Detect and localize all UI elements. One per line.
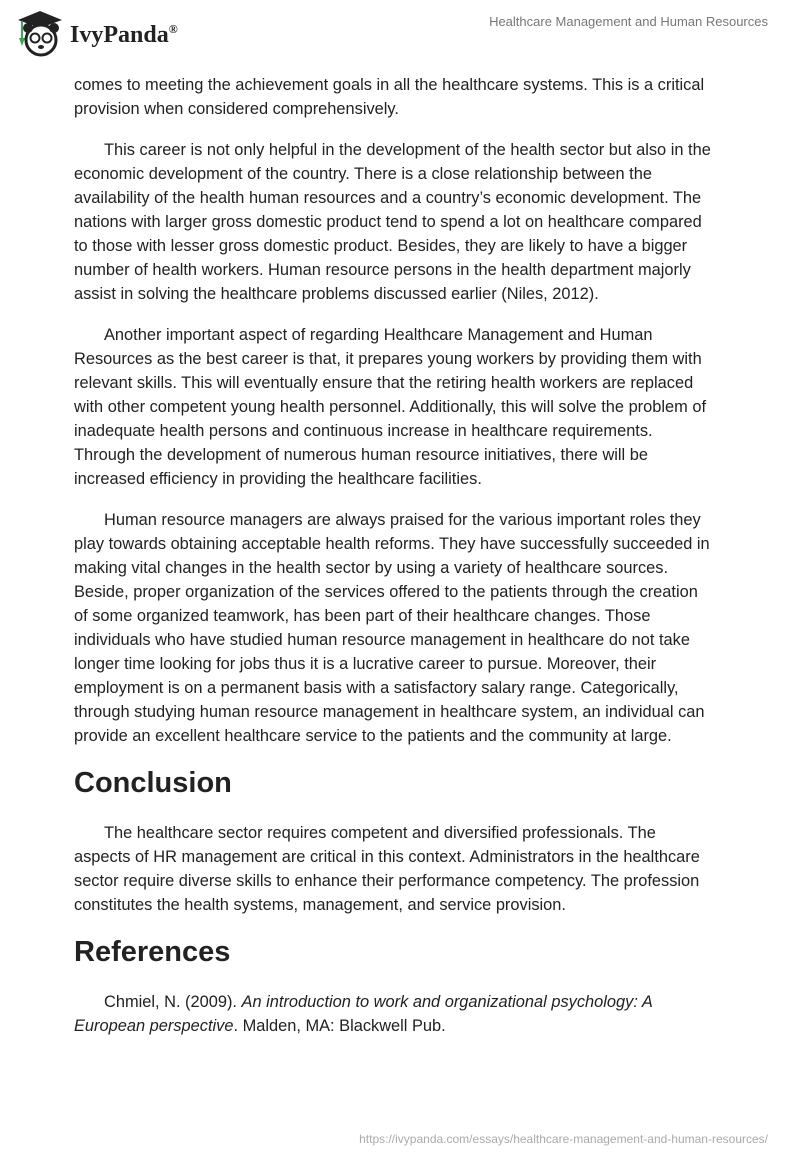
conclusion-paragraph [74,821,734,917]
paragraph-line: making vital changes in the health sector by using a variety of healthcare sources. [74,559,669,577]
paragraph-line: This career is not only helpful in the development of the health sector but also in the [104,141,711,159]
body-paragraph [74,73,734,121]
paragraph-line: individuals who have studied human resource management in healthcare do not take [74,631,690,649]
paragraph-line: inadequate health persons and continuous increase in healthcare requirements. [74,422,653,440]
paragraph-line: Beside, proper organization of the services offered to the patients through the creation [74,583,698,601]
essay-content [74,73,734,1038]
paragraph-line: Human resource managers are always praised for the various important roles they [104,511,701,529]
paragraph-line: of some organized teamwork, has been part of their healthcare changes. Those [74,607,651,625]
reference-title: An introduction to work and organizational psychology: A [241,993,653,1011]
paragraph-line: sector require diverse skills to enhance their performance competency. The profession [74,872,700,890]
paragraph-line: play towards obtaining acceptable health reforms. They have successfully succeeded in [74,535,710,553]
document-title: Healthcare Management and Human Resources [489,14,768,29]
references-heading: References [74,936,231,968]
body-paragraphs [74,73,734,748]
paragraph-line: The healthcare sector requires competent and diversified professionals. The [104,824,656,842]
paragraph-line: longer time looking for jobs thus it is a lucrative career to pursue. Moreover, their [74,655,657,673]
paragraph-line: economic development of the country. There is a close relationship between the [74,165,652,183]
paragraph-line: provide an excellent healthcare service to the patients and the community at large. [74,727,672,745]
paragraph-line: with other competent young health personnel. Additionally, this will solve the problem of [74,398,707,416]
reference-publisher: . Malden, MA: Blackwell Pub. [233,1017,446,1035]
body-paragraph [74,508,734,748]
reference-author: Chmiel, N. (2009). [104,993,242,1011]
paragraph-line: relevant skills. This will eventually ensure that the retiring health workers are replaced [74,374,694,392]
source-url[interactable]: https://ivypanda.com/essays/healthcare-management-and-human-resources/ [359,1132,768,1146]
panda-logo-icon [14,8,66,58]
paragraph-line: Through the development of numerous human resource initiatives, there will be [74,446,648,464]
paragraph-line: constitutes the health systems, management, and service provision. [74,896,566,914]
paragraph-line: assist in solving the healthcare problems discussed earlier (Niles, 2012). [74,285,599,303]
reference-item-continued [74,1014,734,1038]
ivypanda-logo[interactable] [14,8,178,58]
paragraph-line: to those with lesser gross domestic product. Besides, they are likely to have a bigger [74,237,688,255]
paragraph-line: employment is on a permanent basis with a satisfactory salary range. Categorically, [74,679,679,697]
reference-title-continued: European perspective [74,1017,234,1035]
paragraph-line: comes to meeting the achievement goals in all the healthcare systems. This is a critical [74,76,705,94]
paragraph-line: through studying human resource management in healthcare system, an individual can [74,703,705,721]
paragraph-line: number of health workers. Human resource persons in the health department majorly [74,261,691,279]
paragraph-line: Another important aspect of regarding Healthcare Management and Human [104,326,653,344]
paragraph-line: nations with larger gross domestic product tend to spend a lot on healthcare compared [74,213,702,231]
paragraph-line: Resources as the best career is that, it prepares young workers by providing them with [74,350,702,368]
paragraph-line: availability of the health human resources and a country’s economic development. The [74,189,702,207]
logo-text: IvyPanda® [70,21,178,48]
paragraph-line: aspects of HR management are critical in this context. Administrators in the healthcare [74,848,700,866]
paragraph-line: provision when considered comprehensively. [74,100,399,118]
paragraph-line: increased efficiency in providing the healthcare facilities. [74,470,482,488]
body-paragraph [74,323,734,491]
body-paragraph [74,138,734,306]
reference-item [74,990,734,1014]
conclusion-heading: Conclusion [74,767,232,799]
